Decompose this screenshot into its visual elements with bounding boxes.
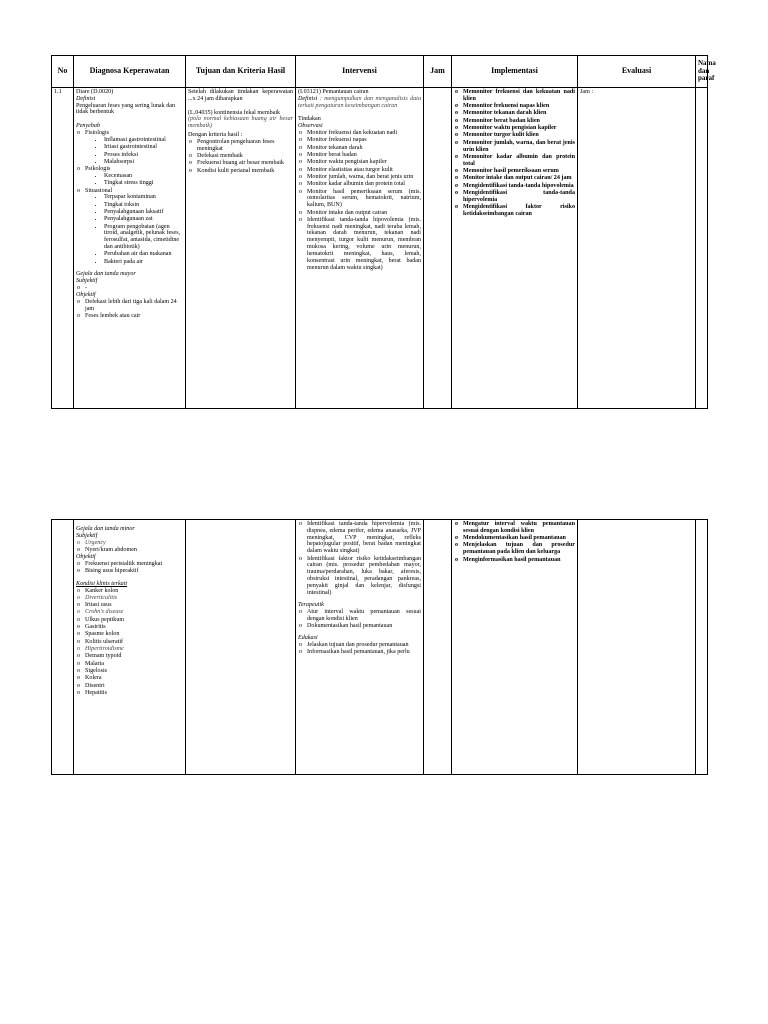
list-item: o Disentri bbox=[76, 683, 183, 690]
list-item: o Memonitor kadar albumin dan protein total bbox=[454, 154, 575, 168]
cell-goals bbox=[186, 520, 296, 775]
list-item: o Kondisi kulit perianal membaik bbox=[188, 168, 293, 175]
header-sign: Nama dan paraf bbox=[696, 56, 708, 88]
list-item: o Mengidentifikasi faktor risiko ketidakseimbangan cairan bbox=[454, 204, 575, 218]
goals-intro: Setelah dilakukan tindakan keperawatan ...x 24 jam diharapkan bbox=[188, 89, 293, 102]
list-item: o Feses lembek atau cair bbox=[76, 313, 183, 320]
cell-time bbox=[424, 520, 452, 775]
list-item: • Inflamasi gastrointestinal bbox=[104, 137, 183, 144]
ther-label: Terapeutik bbox=[298, 601, 324, 608]
cell-evaluation bbox=[578, 520, 696, 775]
list-item: • Malabsorpsi bbox=[104, 159, 183, 166]
list-item: o Frekuensi buang air besar membaik bbox=[188, 160, 293, 167]
cell-intervention bbox=[296, 520, 424, 775]
list-item: • Bakteri pada air bbox=[104, 259, 183, 266]
list-item: o Crohn's disease bbox=[76, 609, 183, 616]
list-item: o Diverticulitis bbox=[76, 595, 183, 602]
list-item: o Memonitor hasil pemeriksaan serum bbox=[454, 168, 575, 175]
list-item: o Hepatitis bbox=[76, 690, 183, 697]
list-item: o Monitor jumlah, warna, dan berat jenis urin bbox=[298, 174, 421, 181]
list-item: o Mengatur interval waktu pemantauan sesuai dengan kondisi klien bbox=[454, 521, 575, 535]
table-row bbox=[52, 520, 708, 775]
situasional-label: Situasional bbox=[85, 187, 113, 194]
list-item: • Kecemasan bbox=[104, 173, 183, 180]
cell-time bbox=[424, 88, 452, 409]
list-item: o Monitor kadar albumin dan protein total bbox=[298, 181, 421, 188]
list-item: o Memonitor jumlah, warna, dan berat jenis urin klien bbox=[454, 140, 575, 154]
list-item: o Kolera bbox=[76, 675, 183, 682]
list-item: o Monitor berat badan bbox=[298, 152, 421, 159]
obj-label: Objektif bbox=[76, 291, 96, 298]
minor-label: Gejala dan tanda minor bbox=[76, 526, 135, 532]
header-diagnosis: Diagnosa Keperawatan bbox=[74, 56, 186, 88]
edu-label: Edukasi bbox=[298, 635, 318, 642]
intervention-def-text: : mengumpulkan dan menganalisis data terkait pengaturan keseimbangan cairan bbox=[298, 95, 421, 109]
cell-diagnosis bbox=[74, 520, 186, 775]
list-item: • Tingkat stress tinggi bbox=[104, 180, 183, 187]
list-item: • Proses infeksi bbox=[104, 152, 183, 159]
diagnosis-def-text: Pengeluaran feses yang sering lunak dan tidak berbentuk bbox=[76, 102, 175, 116]
subj-label: Subjektif bbox=[76, 532, 98, 539]
list-item: o Frekuensi peristaltik meningkat bbox=[76, 561, 183, 568]
list-item: o Memonitor frekuensi napas klien bbox=[454, 103, 575, 110]
diagnosis-def-label: Definisi bbox=[76, 95, 96, 102]
cell-implementation bbox=[452, 88, 578, 409]
header-goals: Tujuan dan Kriteria Hasil bbox=[186, 56, 296, 88]
header-evaluation: Evaluasi bbox=[578, 56, 696, 88]
intervention-code: (I.03121) Pemantauan cairan bbox=[298, 89, 369, 95]
cell-intervention bbox=[296, 88, 424, 409]
header-implementation: Implementasi bbox=[452, 56, 578, 88]
care-plan-table-page-2 bbox=[51, 519, 708, 775]
table-header-row bbox=[52, 56, 708, 88]
header-time: Jam bbox=[424, 56, 452, 88]
list-item: o Spasme kolon bbox=[76, 631, 183, 638]
cell-implementation bbox=[452, 520, 578, 775]
list-item: o Monitor hasil pemeriksaan serum (mis. osmolaritas serum, hematokrit, natrium, kalium, BUN) bbox=[298, 189, 421, 209]
list-item: o Hipertiroidisme bbox=[76, 646, 183, 653]
intervention-action-label: Tindakan bbox=[298, 116, 321, 123]
list-item: o Jelaskan tujuan dan prosedur pemantauan bbox=[298, 642, 421, 649]
list-item: o Atur interval waktu pemantauan sesuai dengan kondisi klien bbox=[298, 609, 421, 623]
list-item: o Bising usus hiperaktif bbox=[76, 568, 183, 575]
list-item: • Program pengobatan (agen tiroid, analgetik, pelunak feses, ferosulfat, antasida, cimetidine dan antibiotik) bbox=[104, 224, 183, 251]
list-item: o Memonitor waktu pengisian kapiler bbox=[454, 125, 575, 132]
subj-label: Subjektif bbox=[76, 277, 98, 284]
list-item: o Menjelaskan tujuan dan prosedur pemantauan pada klien dan keluarga bbox=[454, 542, 575, 556]
obj-label: Objektif bbox=[76, 554, 96, 561]
list-item: o Memonitor turgor kulit klien bbox=[454, 132, 575, 139]
list-item: • Penyalahgunaan zat bbox=[104, 216, 183, 223]
list-item: o Dokumentasikan hasil pemantauan bbox=[298, 623, 421, 630]
cell-evaluation: Jam : bbox=[578, 88, 696, 409]
psikologis-group bbox=[76, 166, 183, 187]
list-item: o Defekasi membaik bbox=[188, 153, 293, 160]
list-item: o Memonitor berat badan klien bbox=[454, 118, 575, 125]
list-item: o Pengontrolan pengeluaran feses meningkat bbox=[188, 139, 293, 153]
list-item: o Memonitor frekuensi dan kekuatan nadi klien bbox=[454, 89, 575, 103]
list-item: o Informasikan hasil pemantauan, jika perlu bbox=[298, 649, 421, 656]
list-item: o Menginformasikan hasil pemantauan bbox=[454, 557, 575, 564]
list-item: o Kanker kolon bbox=[76, 588, 183, 595]
cell-sign bbox=[696, 88, 708, 409]
table-row bbox=[52, 88, 708, 409]
cell-sign bbox=[696, 520, 708, 775]
header-no: No bbox=[52, 56, 74, 88]
list-item: o Urgency bbox=[76, 540, 183, 547]
list-item: o Nyeri/kram abdomen bbox=[76, 547, 183, 554]
psikologis-label: Psikologis bbox=[85, 166, 111, 173]
list-item: o Monitor frekuensi napas bbox=[298, 137, 421, 144]
list-item: o Monitor frekuensi dan kekuatan nadi bbox=[298, 130, 421, 137]
list-item: o Ulkus peptikum bbox=[76, 617, 183, 624]
header-intervention: Intervensi bbox=[296, 56, 424, 88]
list-item: o Iritasi usus bbox=[76, 602, 183, 609]
cause-label: Penyebab bbox=[76, 123, 101, 130]
list-item: o Monitor elastisitas atau turgor kulit bbox=[298, 167, 421, 174]
list-item: o Monitor intake dan output cairan/ 24 jam bbox=[454, 175, 575, 182]
clinical-label: Kondisi klinis terkait bbox=[76, 580, 128, 587]
cell-no bbox=[52, 520, 74, 775]
situasional-group bbox=[76, 188, 183, 266]
intervention-obs-label: Observasi bbox=[298, 123, 323, 130]
major-label: Gejala dan tanda mayor bbox=[76, 271, 136, 277]
list-item: o Monitor waktu pengisian kapiler bbox=[298, 159, 421, 166]
care-plan-table-page-1 bbox=[51, 55, 716, 409]
cell-no: 1.1 bbox=[52, 88, 74, 409]
fisiologis-label: Fisiologis bbox=[85, 130, 110, 137]
list-item: o Monitor intake dan output cairan bbox=[298, 210, 421, 217]
cell-goals bbox=[186, 88, 296, 409]
list-item: • Penyalahgunaan laksatif bbox=[104, 209, 183, 216]
diagnosis-code: Diare (D.0020) bbox=[76, 89, 114, 95]
list-item: o Monitor tekanan darah bbox=[298, 145, 421, 152]
list-item: o Identifikasi tanda-tanda hipervolemia (mis. dispnea, edema perifer, edema anasarka, JVP meningkat, CVP meningkat, refleks hepatojugular positif, berat badan meningkat dalam waktu singkat) bbox=[298, 521, 421, 555]
goals-code-note: (pola normal kebiasaan buang air besar membaik) bbox=[188, 116, 293, 130]
cell-diagnosis bbox=[74, 88, 186, 409]
list-item: o Gastritis bbox=[76, 624, 183, 631]
list-item: • Iritasi gastrointestinal bbox=[104, 144, 183, 151]
list-item: o - bbox=[76, 285, 183, 292]
list-item: o Mengidentifikasi tanda-tanda hipervolemia bbox=[454, 190, 575, 204]
list-item: o Defekasi lebih dari tiga kali dalam 24 jam bbox=[76, 299, 183, 313]
list-item: o Malaria bbox=[76, 661, 183, 668]
list-item: o Demam typoid bbox=[76, 653, 183, 660]
list-item: o Kolitis ulseratif bbox=[76, 639, 183, 646]
list-item: o Sigelosis bbox=[76, 668, 183, 675]
fisiologis-group bbox=[76, 130, 183, 166]
list-item: o Mengidentifikasi tanda-tanda hipovolemia bbox=[454, 183, 575, 190]
list-item: o Identifikasi tanda-tanda hipovolemia (mis. frekuensi nadi meningkat, nadi teraba lemah, tekanan darah menurun, tekanan nadi menyempit, turgor kulit menurun, membran mukosa kering, volume urin menurun, hematokrit meningkat, haus, lemah, konsentrasi urin meningkat, berat badan menurun dalam waktu singkat) bbox=[298, 217, 421, 272]
list-item: o Mendokumentasikan hasil pemantauan bbox=[454, 535, 575, 542]
list-item: • Tingkat toksin bbox=[104, 202, 183, 209]
goals-criteria-label: Dengan kriteria hasil : bbox=[188, 132, 243, 139]
list-item: • Terpapar kontaminan bbox=[104, 194, 183, 201]
goals-code: (L.04035) kontinensia fekal membaik bbox=[188, 109, 281, 116]
list-item: o Identifikasi faktor risiko ketidakseimbangan cairan (mis. prosedur pembedahan mayor, trauma/perdarahan, luka bakar, aferesis, obstruksi intestinal, peradangan pankreas, penyakit ginjal dan kelenjar, disfungsi intestinal) bbox=[298, 556, 421, 597]
intervention-def-label: Definisi bbox=[298, 95, 318, 102]
list-item: • Perubahan air dan makanan bbox=[104, 251, 183, 258]
list-item: o Memonitor tekanan darah klien bbox=[454, 110, 575, 117]
